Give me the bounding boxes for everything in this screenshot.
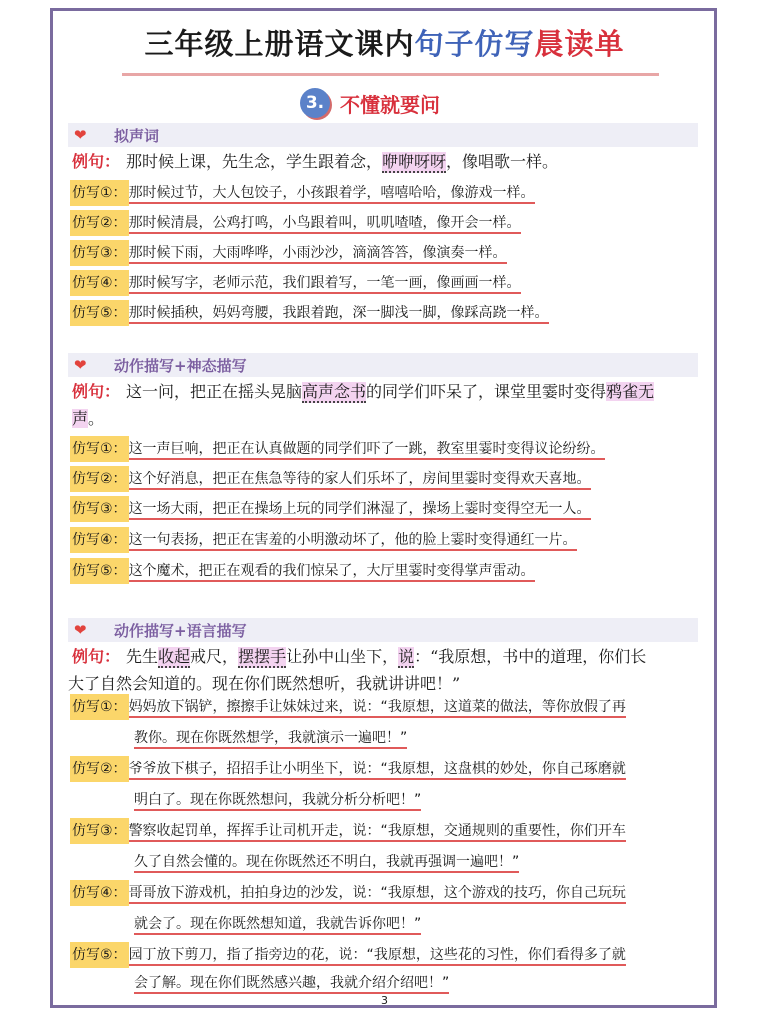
section-title: 拟声词 — [114, 126, 160, 145]
practice-item — [70, 240, 507, 266]
title-part-3: 晨读单 — [534, 27, 625, 61]
practice-label: 仿写②： — [70, 210, 129, 236]
example-sentence — [72, 378, 697, 432]
practice-item-continued — [134, 725, 407, 751]
practice-item — [70, 210, 521, 236]
practice-text: 妈妈放下锅铲，擦擦手让妹妹过来，说：“我原想，这道菜的做法，等你放假了再 — [129, 699, 626, 718]
section-header-3 — [68, 618, 698, 642]
example-text: 那时候上课，先生念，学生跟着念， — [126, 152, 383, 171]
practice-item — [70, 558, 535, 584]
practice-text: 就会了。现在你既然想知道，我就告诉你吧！” — [134, 916, 421, 935]
example-sentence — [68, 643, 697, 697]
practice-text: 这个好消息，把正在焦急等待的家人们乐坏了，房间里霎时变得欢天喜地。 — [129, 471, 591, 490]
practice-label: 仿写③： — [70, 818, 129, 844]
section-header-1 — [68, 123, 698, 147]
highlight-phrase: 高声念书 — [302, 382, 367, 401]
practice-label: 仿写②： — [70, 466, 129, 492]
practice-item — [70, 300, 549, 326]
practice-item-continued — [134, 787, 421, 813]
practice-label: 仿写①： — [70, 180, 129, 206]
practice-item — [70, 880, 626, 906]
example-text: ：“我原想，书中的道理，你们长 — [414, 647, 647, 666]
practice-label: 仿写①： — [70, 694, 129, 720]
practice-text: 教你。现在你既然想学，我就演示一遍吧！” — [134, 730, 407, 749]
highlight-phrase: 鸦雀无 — [606, 382, 655, 401]
example-text: 这一问，把正在摇头晃脑 — [126, 382, 303, 401]
practice-item — [70, 436, 605, 462]
practice-label: 仿写⑤： — [70, 558, 129, 584]
example-label: 例句： — [72, 647, 121, 666]
title-divider — [122, 73, 659, 76]
practice-item-continued — [134, 970, 449, 996]
highlight-phrase: 咿咿呀呀 — [382, 152, 447, 171]
practice-text: 园丁放下剪刀，指了指旁边的花，说：“我原想，这些花的习性，你们看得多了就 — [129, 947, 626, 966]
section-title: 动作描写+语言描写 — [114, 621, 247, 640]
practice-text: 明白了。现在你既然想问，我就分析分析吧！” — [134, 792, 421, 811]
example-label: 例句： — [72, 152, 121, 171]
example-text: 让孙中山坐下， — [286, 647, 399, 666]
practice-text: 爷爷放下棋子，招招手让小明坐下，说：“我原想，这盘棋的妙处，你自己琢磨就 — [129, 761, 626, 780]
example-sentence — [72, 148, 697, 175]
example-text: 。 — [88, 409, 105, 428]
practice-text: 会了解。现在你们既然感兴趣，我就介绍介绍吧！” — [134, 975, 449, 994]
practice-text: 这一句表扬，把正在害羞的小明激动坏了，他的脸上霎时变得通红一片。 — [129, 532, 577, 551]
practice-label: 仿写④： — [70, 880, 129, 906]
practice-text: 哥哥放下游戏机，拍拍身边的沙发，说：“我原想，这个游戏的技巧，你自己玩玩 — [129, 885, 626, 904]
practice-item — [70, 496, 591, 522]
practice-text: 那时候过节，大人包饺子，小孩跟着学，嘻嘻哈哈，像游戏一样。 — [129, 185, 535, 204]
lesson-number-badge: 3. — [300, 88, 330, 118]
practice-item — [70, 942, 626, 968]
title-part-1: 三年级上册语文课内 — [144, 27, 415, 61]
highlight-phrase: 声 — [72, 409, 89, 428]
practice-text: 久了自然会懂的。现在你既然还不明白，我就再强调一遍吧！” — [134, 854, 519, 873]
heart-icon: ❤ — [74, 621, 87, 639]
practice-label: 仿写②： — [70, 756, 129, 782]
section-title: 动作描写+神态描写 — [114, 356, 247, 375]
practice-label: 仿写③： — [70, 496, 129, 522]
practice-label: 仿写③： — [70, 240, 129, 266]
practice-text: 这个魔术，把正在观看的我们惊呆了，大厅里霎时变得掌声雷动。 — [129, 563, 535, 582]
example-text: ，像唱歌一样。 — [446, 152, 559, 171]
practice-item-continued — [134, 849, 519, 875]
practice-item — [70, 270, 521, 296]
heart-icon: ❤ — [74, 126, 87, 144]
practice-item-continued — [134, 911, 421, 937]
practice-text: 这一场大雨，把正在操场上玩的同学们淋湿了，操场上霎时变得空无一人。 — [129, 501, 591, 520]
page-number: 3 — [381, 994, 388, 1007]
lesson-header — [300, 88, 440, 118]
example-text: 大了自然会知道的。现在你们既然想听，我就讲讲吧！” — [68, 674, 461, 693]
title-part-2: 句子仿写 — [414, 27, 535, 61]
practice-text: 那时候插秧，妈妈弯腰，我跟着跑，深一脚浅一脚，像踩高跷一样。 — [129, 305, 549, 324]
example-label: 例句： — [72, 382, 121, 401]
practice-label: 仿写④： — [70, 270, 129, 296]
practice-item — [70, 694, 626, 720]
practice-item — [70, 756, 626, 782]
practice-label: 仿写④： — [70, 527, 129, 553]
page-title — [0, 22, 769, 63]
highlight-phrase: 摆摆手 — [238, 647, 287, 666]
example-text: 先生 — [126, 647, 159, 666]
example-text: 戒尺， — [190, 647, 239, 666]
practice-text: 那时候下雨，大雨哗哗，小雨沙沙，滴滴答答，像演奏一样。 — [129, 245, 507, 264]
heart-icon: ❤ — [74, 356, 87, 374]
example-text: 的同学们吓呆了，课堂里霎时变得 — [366, 382, 607, 401]
practice-label: 仿写⑤： — [70, 942, 129, 968]
lesson-title: 不懂就要问 — [340, 92, 440, 117]
highlight-phrase: 说 — [398, 647, 415, 666]
practice-text: 那时候写字，老师示范，我们跟着写，一笔一画，像画画一样。 — [129, 275, 521, 294]
practice-item — [70, 527, 577, 553]
practice-text: 警察收起罚单，挥挥手让司机开走，说：“我原想，交通规则的重要性，你们开车 — [129, 823, 626, 842]
practice-item — [70, 818, 626, 844]
practice-text: 那时候清晨，公鸡打鸣，小鸟跟着叫，叽叽喳喳，像开会一样。 — [129, 215, 521, 234]
practice-item — [70, 466, 591, 492]
practice-label: 仿写①： — [70, 436, 129, 462]
practice-item — [70, 180, 535, 206]
section-header-2 — [68, 353, 698, 377]
highlight-phrase: 收起 — [158, 647, 191, 666]
practice-text: 这一声巨响，把正在认真做题的同学们吓了一跳，教室里霎时变得议论纷纷。 — [129, 441, 605, 460]
practice-label: 仿写⑤： — [70, 300, 129, 326]
